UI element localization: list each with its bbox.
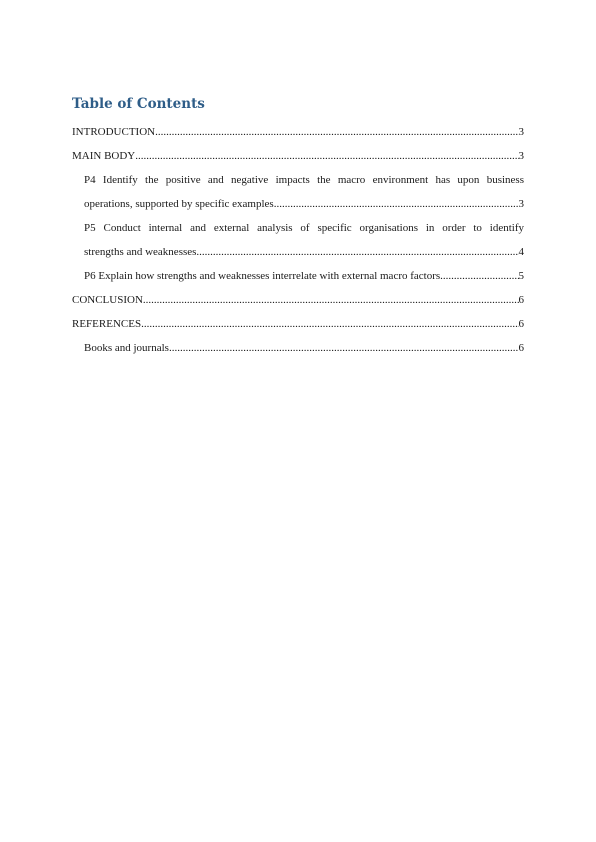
toc-entry-books-and-journals[interactable] <box>72 336 524 360</box>
toc-entry-label-line1: P4 Identify the positive and negative impacts the macro environment has upon business <box>84 174 524 186</box>
toc-leader-dots <box>196 240 518 264</box>
toc-entry-label: CONCLUSION <box>72 294 143 306</box>
toc-entry-introduction[interactable] <box>72 120 524 144</box>
toc-entry-conclusion[interactable] <box>72 288 524 312</box>
toc-entry-label-line2: strengths and weaknesses <box>84 246 197 258</box>
toc-entry-label-line2: operations, supported by specific examples <box>84 198 274 210</box>
toc-entry-page: 5 <box>518 270 524 282</box>
toc-entry-page: 6 <box>518 318 524 330</box>
toc-entry-page: 3 <box>518 198 524 210</box>
toc-entry-p6[interactable] <box>72 264 524 288</box>
toc-entry-label-line1: P5 Conduct internal and external analysis of specific organisations in order to identify <box>84 222 524 234</box>
toc-leader-dots <box>169 336 519 360</box>
toc-entry-p5[interactable] <box>72 216 524 264</box>
toc-title: Table of Contents <box>72 96 205 112</box>
toc-entry-label-line2-row <box>84 240 524 264</box>
toc-entry-references[interactable] <box>72 312 524 336</box>
toc-entry-page: 3 <box>518 150 524 162</box>
toc-entry-label: MAIN BODY <box>72 150 136 162</box>
toc-leader-dots <box>141 312 518 336</box>
toc-entry-p4[interactable] <box>72 168 524 216</box>
toc-leader-dots <box>440 264 518 288</box>
toc-entry-label: INTRODUCTION <box>72 126 156 138</box>
toc-leader-dots <box>155 120 518 144</box>
toc-entry-page: 6 <box>518 294 524 306</box>
table-of-contents <box>72 94 524 360</box>
toc-entry-page: 3 <box>518 126 524 138</box>
toc-leader-dots <box>143 288 519 312</box>
toc-entry-label: Books and journals <box>84 342 169 354</box>
toc-leader-dots <box>274 192 519 216</box>
toc-entry-label-line2-row <box>84 192 524 216</box>
toc-entry-page: 4 <box>518 246 524 258</box>
toc-entry-label: REFERENCES <box>72 318 142 330</box>
toc-leader-dots <box>135 144 518 168</box>
toc-entry-label: P6 Explain how strengths and weaknesses interrelate with external macro factors <box>84 270 441 282</box>
toc-entry-page: 6 <box>518 342 524 354</box>
toc-entry-main-body[interactable] <box>72 144 524 168</box>
